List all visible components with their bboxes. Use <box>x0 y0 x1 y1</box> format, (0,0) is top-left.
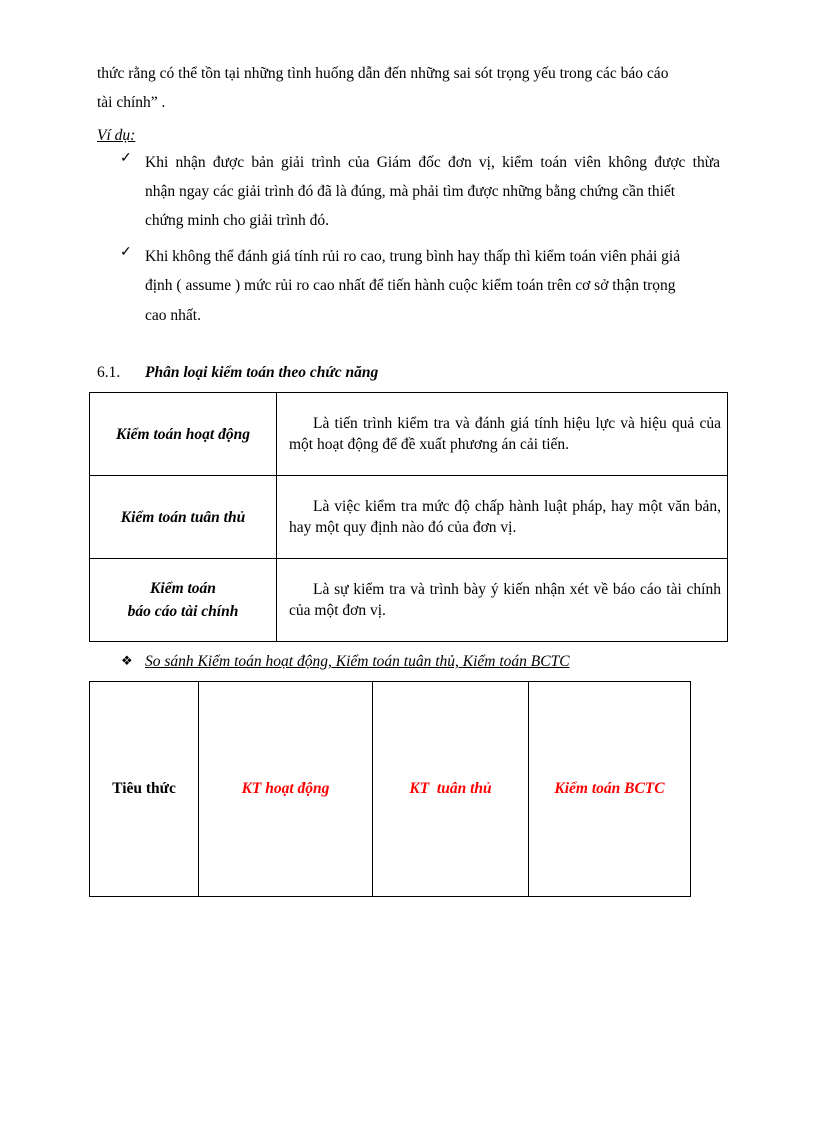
row-description <box>277 393 728 476</box>
header-financial <box>529 682 691 897</box>
row-name <box>90 559 277 642</box>
table-row <box>90 393 728 476</box>
example-item-2-line-2: định ( assume ) mức rủi ro cao nhất để tiến hành cuộc kiểm toán trên cơ sở thận trọng <box>145 277 676 294</box>
checkmark-icon: ✓ <box>120 245 132 260</box>
table-row <box>90 559 728 642</box>
example-item-2-line-1: Khi không thể đánh giá tính rủi ro cao, trung bình hay thấp thì kiểm toán viên phải giả <box>145 248 681 265</box>
header-operational <box>199 682 373 897</box>
header-compliance <box>373 682 529 897</box>
row-description-text: Là việc kiểm tra mức độ chấp hành luật pháp, hay một văn bản, hay một quy định nào đó của đơn vị. <box>289 498 721 536</box>
header-criteria <box>90 682 199 897</box>
example-item-2-line-3: cao nhất. <box>145 307 201 324</box>
row-description-text: Là sự kiểm tra và trình bày ý kiến nhận xét về báo cáo tài chính của một đơn vị. <box>289 581 721 619</box>
header-financial-text: Kiểm toán BCTC <box>554 780 665 797</box>
row-name-text: Kiểm toán hoạt động <box>116 425 250 443</box>
row-name-text: Kiểm toán <box>150 580 216 597</box>
example-heading: Ví dụ: <box>97 127 136 144</box>
example-item-1-line-2: nhận ngay các giải trình đó đã là đúng, mà phải tìm được những bằng chứng cần thiết <box>145 183 676 200</box>
checkmark-icon: ✓ <box>120 151 132 166</box>
classification-table <box>89 392 728 642</box>
table-row <box>90 476 728 559</box>
comparison-heading: So sánh Kiểm toán hoạt động, Kiểm toán tuân thủ, Kiểm toán BCTC <box>145 653 570 670</box>
row-name-text: Kiểm toán tuân thủ <box>120 508 246 526</box>
diamond-bullet-icon: ❖ <box>121 653 133 668</box>
example-item-1-line-3: chứng minh cho giải trình đó. <box>145 212 330 229</box>
table-header-row <box>90 682 691 897</box>
section-title: Phân loại kiểm toán theo chức năng <box>145 364 379 381</box>
row-description <box>277 559 728 642</box>
comparison-table <box>89 681 691 897</box>
row-name <box>90 476 277 559</box>
section-number: 6.1. <box>97 364 121 381</box>
row-name-text-2: báo cáo tài chính <box>127 603 239 620</box>
example-item-1-line-1: Khi nhận được bản giải trình của Giám đốc đơn vị, kiểm toán viên không được thừa <box>145 154 720 171</box>
header-operational-text: KT hoạt động <box>241 780 330 797</box>
header-compliance-text: KT tuân thủ <box>409 780 492 797</box>
row-name <box>90 393 277 476</box>
header-criteria-text: Tiêu thức <box>112 780 176 797</box>
row-description <box>277 476 728 559</box>
intro-line-2: tài chính” . <box>97 94 166 111</box>
row-description-text: Là tiến trình kiểm tra và đánh giá tính hiệu lực và hiệu quả của một hoạt động để đề xuất phương án cải tiến. <box>289 415 721 453</box>
intro-line-1: thức rằng có thể tồn tại những tình huống dẫn đến những sai sót trọng yếu trong các báo cáo <box>97 65 669 82</box>
